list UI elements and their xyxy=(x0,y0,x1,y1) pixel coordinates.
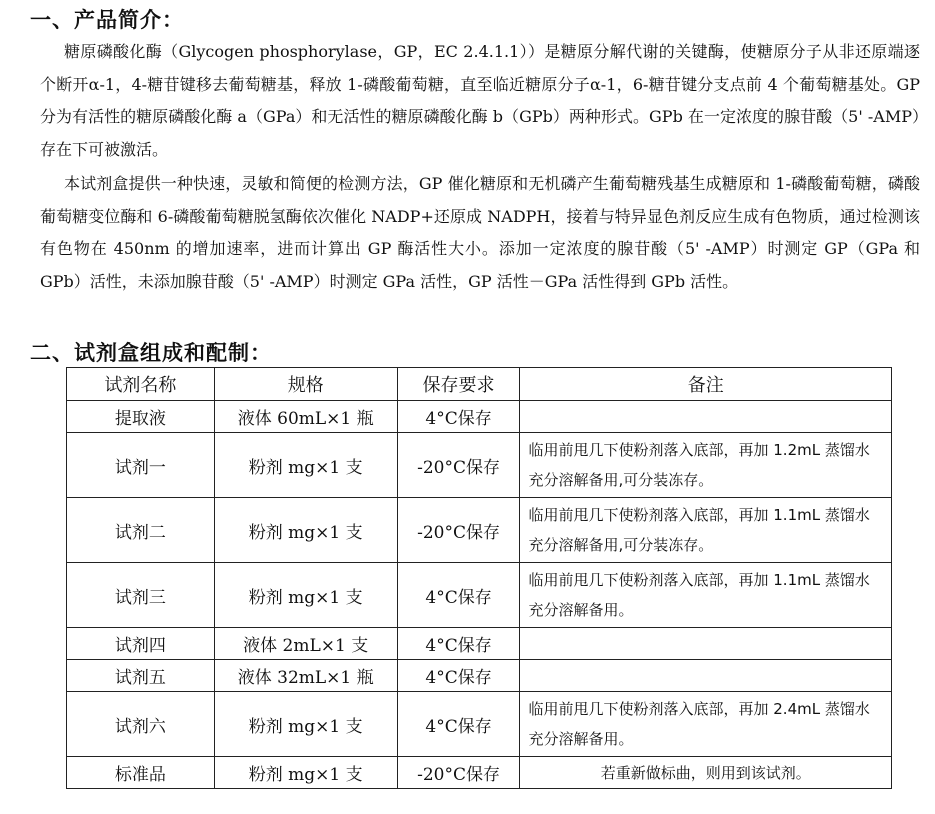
reagent-note xyxy=(520,628,892,660)
table-row xyxy=(67,628,892,660)
reagent-name: 试剂三 xyxy=(67,563,215,628)
reagent-name: 提取液 xyxy=(67,401,215,433)
reagent-spec: 粉剂 mg×1 支 xyxy=(214,757,397,789)
reagent-name: 试剂四 xyxy=(67,628,215,660)
reagent-note: 临用前甩几下使粉剂落入底部，再加 1.2mL 蒸馏水充分溶解备用,可分装冻存。 xyxy=(520,433,892,498)
reagent-storage: 4°C保存 xyxy=(397,692,520,757)
header-note: 备注 xyxy=(520,368,892,401)
reagent-spec: 液体 32mL×1 瓶 xyxy=(214,660,397,692)
reagent-note: 临用前甩几下使粉剂落入底部，再加 2.4mL 蒸馏水充分溶解备用。 xyxy=(520,692,892,757)
reagent-note: 临用前甩几下使粉剂落入底部，再加 1.1mL 蒸馏水充分溶解备用,可分装冻存。 xyxy=(520,498,892,563)
reagent-name: 试剂六 xyxy=(67,692,215,757)
reagent-note xyxy=(520,660,892,692)
reagent-storage: 4°C保存 xyxy=(397,563,520,628)
reagent-spec: 液体 2mL×1 支 xyxy=(214,628,397,660)
reagent-note xyxy=(520,401,892,433)
reagent-spec: 粉剂 mg×1 支 xyxy=(214,563,397,628)
reagent-spec: 液体 60mL×1 瓶 xyxy=(214,401,397,433)
reagent-spec: 粉剂 mg×1 支 xyxy=(214,692,397,757)
reagent-name: 试剂一 xyxy=(67,433,215,498)
section-heading-intro: 一、产品简介： xyxy=(30,8,184,32)
reagent-storage: 4°C保存 xyxy=(397,660,520,692)
reagent-spec: 粉剂 mg×1 支 xyxy=(214,433,397,498)
reagent-name: 试剂二 xyxy=(67,498,215,563)
table-row xyxy=(67,563,892,628)
table-row xyxy=(67,692,892,757)
reagent-storage: -20°C保存 xyxy=(397,757,520,789)
kit-composition-table xyxy=(66,367,892,789)
intro-paragraph-1: 糖原磷酸化酶（Glycogen phosphorylase，GP，EC 2.4.1.1））是糖原分解代谢的关键酶，使糖原分子从非还原端逐个断开α-1，4-糖苷键移去葡萄糖基，释放 1-磷酸葡萄糖，直至临近糖原分子α-1，6-糖苷键分支点前 4 个葡萄糖基处。GP 分为有活性的糖原磷酸化酶 a（GPa）和无活性的糖原磷酸化酶 b（GPb）两种形式。GPb 在一定浓度的腺苷酸（5' -AMP）存在下可被激活。 xyxy=(40,42,920,159)
table-row xyxy=(67,433,892,498)
table-row xyxy=(67,660,892,692)
reagent-name: 标准品 xyxy=(67,757,215,789)
header-spec: 规格 xyxy=(214,368,397,401)
reagent-spec: 粉剂 mg×1 支 xyxy=(214,498,397,563)
table-header-row xyxy=(67,368,892,401)
header-storage: 保存要求 xyxy=(397,368,520,401)
table-row xyxy=(67,401,892,433)
header-reagent-name: 试剂名称 xyxy=(67,368,215,401)
reagent-name: 试剂五 xyxy=(67,660,215,692)
table-row xyxy=(67,498,892,563)
reagent-storage: 4°C保存 xyxy=(397,628,520,660)
intro-paragraph-2: 本试剂盒提供一种快速，灵敏和简便的检测方法，GP 催化糖原和无机磷产生葡萄糖残基生成糖原和 1-磷酸葡萄糖，磷酸葡萄糖变位酶和 6-磷酸葡萄糖脱氢酶依次催化 NADP+还原成 NADPH，接着与特异显色剂反应生成有色物质，通过检测该有色物在 450nm 的增加速率，进而计算出 GP 酶活性大小。添加一定浓度的腺苷酸（5' -AMP）时测定 GP（GPa 和 GPb）活性，未添加腺苷酸（5' -AMP）时测定 GPa 活性，GP 活性－GPa 活性得到 GPb 活性。 xyxy=(40,174,920,291)
reagent-storage: -20°C保存 xyxy=(397,498,520,563)
reagent-note: 临用前甩几下使粉剂落入底部，再加 1.1mL 蒸馏水充分溶解备用。 xyxy=(520,563,892,628)
reagent-storage: -20°C保存 xyxy=(397,433,520,498)
reagent-storage: 4°C保存 xyxy=(397,401,520,433)
table-row xyxy=(67,757,892,789)
reagent-note: 若重新做标曲，则用到该试剂。 xyxy=(520,757,892,789)
section-heading-kit: 二、试剂盒组成和配制： xyxy=(30,341,272,365)
